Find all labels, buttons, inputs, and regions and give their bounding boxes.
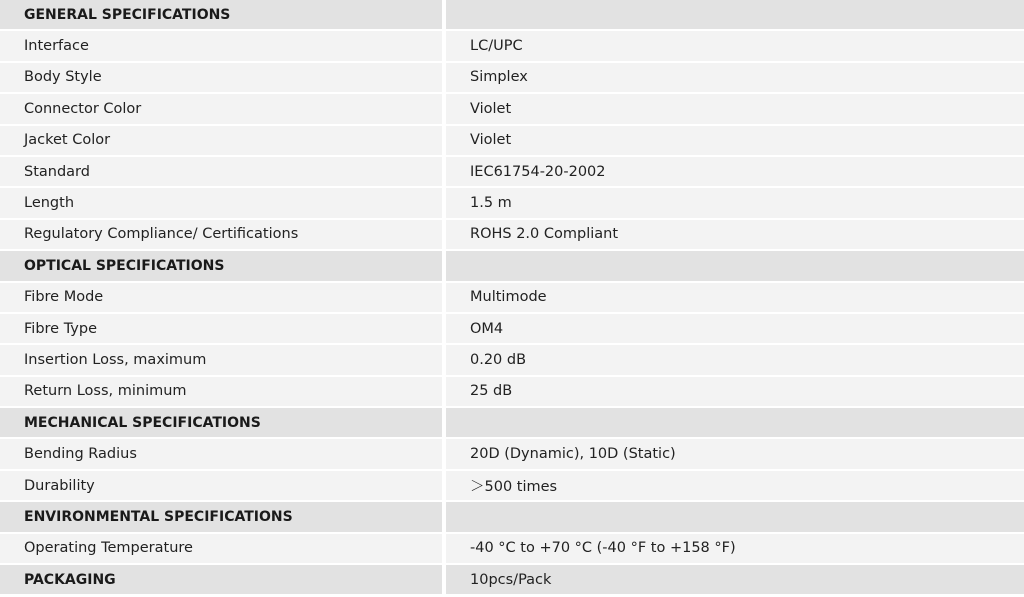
spec-value: Violet xyxy=(446,126,1024,157)
spec-label: Interface xyxy=(0,31,446,62)
spec-label: Return Loss, minimum xyxy=(0,377,446,408)
section-header-value xyxy=(446,0,1024,31)
spec-value: 25 dB xyxy=(446,377,1024,408)
spec-label: Durability xyxy=(0,471,446,502)
spec-label: Fibre Mode xyxy=(0,283,446,314)
section-header-value: 10pcs/Pack xyxy=(446,565,1024,596)
spec-label: Regulatory Compliance/ Certifications xyxy=(0,220,446,251)
spec-value: ROHS 2.0 Compliant xyxy=(446,220,1024,251)
spec-value: Multimode xyxy=(446,283,1024,314)
section-header-label: GENERAL SPECIFICATIONS xyxy=(0,0,446,31)
spec-value: 1.5 m xyxy=(446,188,1024,219)
spec-value: Simplex xyxy=(446,63,1024,94)
section-header-value xyxy=(446,502,1024,533)
section-header-label: PACKAGING xyxy=(0,565,446,596)
section-header-value xyxy=(446,251,1024,282)
spec-value: OM4 xyxy=(446,314,1024,345)
spec-label: Fibre Type xyxy=(0,314,446,345)
spec-value: LC/UPC xyxy=(446,31,1024,62)
spec-label: Insertion Loss, maximum xyxy=(0,345,446,376)
spec-value: ＞500 times xyxy=(446,471,1024,502)
section-header-label: OPTICAL SPECIFICATIONS xyxy=(0,251,446,282)
spec-label: Jacket Color xyxy=(0,126,446,157)
spec-label: Standard xyxy=(0,157,446,188)
spec-label: Length xyxy=(0,188,446,219)
section-header-value xyxy=(446,408,1024,439)
spec-label: Bending Radius xyxy=(0,439,446,470)
spec-value: IEC61754-20-2002 xyxy=(446,157,1024,188)
section-header-label: ENVIRONMENTAL SPECIFICATIONS xyxy=(0,502,446,533)
section-header-label: MECHANICAL SPECIFICATIONS xyxy=(0,408,446,439)
spec-label: Connector Color xyxy=(0,94,446,125)
spec-value: -40 °C to +70 °C (-40 °F to +158 °F) xyxy=(446,534,1024,565)
spec-value: 20D (Dynamic), 10D (Static) xyxy=(446,439,1024,470)
spec-label: Operating Temperature xyxy=(0,534,446,565)
spec-value: Violet xyxy=(446,94,1024,125)
spec-value: 0.20 dB xyxy=(446,345,1024,376)
spec-label: Body Style xyxy=(0,63,446,94)
